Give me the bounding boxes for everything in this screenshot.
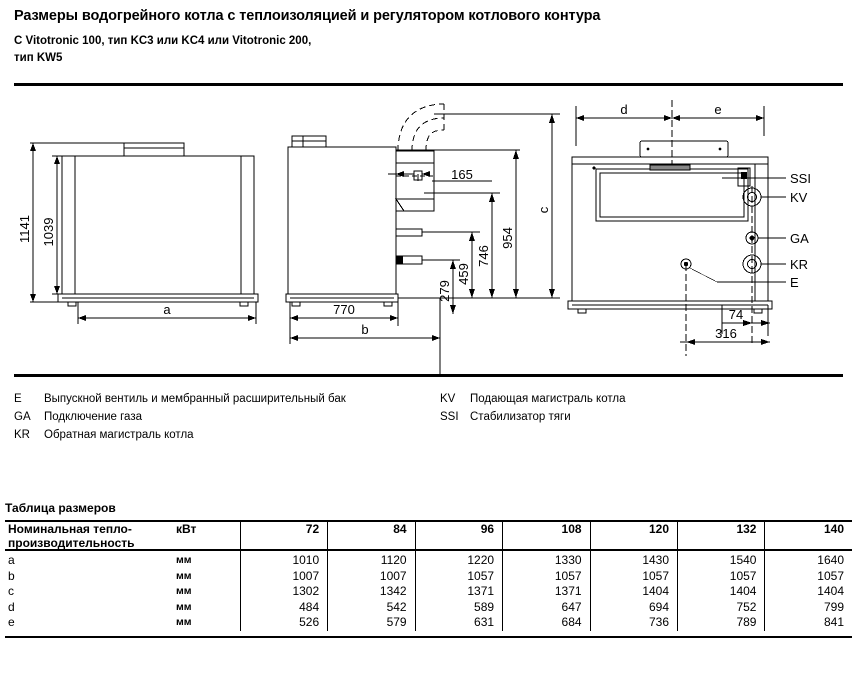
cell: 694 <box>590 600 677 616</box>
legend-column-2 <box>440 390 840 426</box>
flue-elbow-mid <box>412 118 444 151</box>
drawing-canvas <box>0 86 857 374</box>
door-outline <box>596 169 748 221</box>
legend-item <box>440 408 840 426</box>
dim-text-d: d <box>620 102 628 117</box>
cell: 526 <box>240 615 327 631</box>
dim-text-74: 74 <box>728 307 744 322</box>
cell: 1057 <box>590 569 677 585</box>
label-kv: KV <box>790 190 808 205</box>
page-subtitle-line1: C Vitotronic 100, тип KC3 или KC4 или Vitotronic 200, <box>14 35 312 47</box>
cell: 1330 <box>503 550 590 569</box>
header-col-132: 132 <box>678 522 765 550</box>
legend-key: GA <box>14 411 31 423</box>
foot-right <box>240 302 248 306</box>
table-row <box>5 584 852 600</box>
cell: 579 <box>328 615 415 631</box>
dim-text-770: 770 <box>333 302 355 317</box>
header-col-140: 140 <box>765 522 852 550</box>
cell: 1220 <box>415 550 502 569</box>
casing-front-outline <box>572 157 768 301</box>
dim-text-c: c <box>536 206 551 214</box>
cell: 1371 <box>503 584 590 600</box>
dim-text-1039: 1039 <box>41 217 56 247</box>
cell: 1404 <box>765 584 852 600</box>
table-bottom-border <box>5 636 852 638</box>
dim-text-746: 746 <box>476 245 491 267</box>
table-head <box>5 522 852 550</box>
cell: 1057 <box>415 569 502 585</box>
cell: 1120 <box>328 550 415 569</box>
table-row <box>5 550 852 569</box>
legend-value: Выпускной вентиль и мембранный расширительный бак <box>44 393 346 405</box>
row-name: e <box>8 615 15 630</box>
row-unit: мм <box>175 554 192 566</box>
cell: 1430 <box>590 550 677 569</box>
legend-item <box>14 408 434 426</box>
label-kr: KR <box>790 257 809 272</box>
cell: 1640 <box>765 550 852 569</box>
legend-key: SSI <box>440 411 459 423</box>
label-ssi: SSI <box>790 171 811 186</box>
dim-text-459: 459 <box>456 263 471 285</box>
table-body <box>5 550 852 631</box>
header-col-72: 72 <box>240 522 327 550</box>
foot-right-front <box>754 309 762 313</box>
legend-key: KV <box>440 393 456 405</box>
dim-text-954: 954 <box>500 227 515 249</box>
header-label-line2: производительность <box>8 536 135 550</box>
cell: 1540 <box>678 550 765 569</box>
drawing-divider <box>14 374 843 377</box>
row-name: d <box>8 599 15 614</box>
cell: 1057 <box>503 569 590 585</box>
label-ga: GA <box>790 231 809 246</box>
foot-left <box>68 302 76 306</box>
dim-text-a: a <box>163 302 171 317</box>
table-header-row <box>5 522 852 550</box>
cell: 542 <box>328 600 415 616</box>
dim-text-b: b <box>361 322 369 337</box>
cell: 631 <box>415 615 502 631</box>
table-row <box>5 569 852 585</box>
cell: 1007 <box>328 569 415 585</box>
cell: 841 <box>765 615 852 631</box>
dim-text-1141: 1141 <box>17 215 32 243</box>
cell: 1371 <box>415 584 502 600</box>
cell: 1010 <box>240 550 327 569</box>
row-name: c <box>8 584 14 599</box>
header-unit: кВт <box>175 522 197 536</box>
row-name: b <box>8 568 15 583</box>
page-title: Размеры водогрейного котла с теплоизоляцией и регулятором котлового контура <box>14 8 601 24</box>
header-col-96: 96 <box>415 522 502 550</box>
burner-shroud <box>396 199 434 211</box>
legend-item <box>14 426 434 444</box>
door-handle <box>650 165 690 170</box>
leader-e <box>690 268 786 282</box>
legend-value: Обратная магистраль котла <box>44 429 194 441</box>
row-name: a <box>8 553 15 567</box>
cell: 1404 <box>678 584 765 600</box>
cell: 736 <box>590 615 677 631</box>
legend-column-1 <box>14 390 434 444</box>
legend-key: E <box>14 393 22 405</box>
control-unit-outline <box>124 143 184 156</box>
row-unit: мм <box>175 600 192 613</box>
dim-text-165: 165 <box>451 167 473 182</box>
view-middle <box>286 104 560 374</box>
flue-elbow-outer <box>398 104 444 151</box>
cell: 799 <box>765 600 852 616</box>
control-panel-front <box>640 141 728 157</box>
cell: 647 <box>503 600 590 616</box>
page-subtitle <box>14 33 714 67</box>
cell: 684 <box>503 615 590 631</box>
pipe-stub-upper <box>396 229 422 236</box>
legend <box>0 390 857 450</box>
technical-drawing <box>0 86 857 374</box>
legend-value: Стабилизатор тяги <box>470 411 571 423</box>
header-col-108: 108 <box>503 522 590 550</box>
dim-text-279: 279 <box>437 280 452 302</box>
table-caption: Таблица размеров <box>5 501 116 515</box>
flue-elbow-inner <box>426 130 444 151</box>
legend-value: Подключение газа <box>44 411 142 423</box>
page-subtitle-line2: тип KW5 <box>14 52 63 64</box>
cell: 789 <box>678 615 765 631</box>
dimensions-table <box>5 522 852 631</box>
foot-right-side <box>384 302 392 306</box>
dim-text-e: e <box>714 102 722 117</box>
row-unit: мм <box>175 569 192 582</box>
cell: 1302 <box>240 584 327 600</box>
header-label <box>5 522 176 550</box>
boiler-body-outline <box>288 147 396 294</box>
label-e: E <box>790 275 799 290</box>
row-unit: мм <box>175 616 192 629</box>
cell: 1342 <box>328 584 415 600</box>
door-inner <box>600 173 744 217</box>
dim-text-316: 316 <box>715 326 737 341</box>
header-label-line1: Номинальная тепло- <box>8 522 132 536</box>
header-col-84: 84 <box>328 522 415 550</box>
legend-key: KR <box>14 429 30 441</box>
view-right <box>568 100 786 356</box>
cell: 1057 <box>678 569 765 585</box>
foot-left-side <box>292 302 300 306</box>
cell: 589 <box>415 600 502 616</box>
table-row <box>5 615 852 631</box>
legend-item <box>440 390 840 408</box>
cell: 752 <box>678 600 765 616</box>
header-col-120: 120 <box>590 522 677 550</box>
cell: 1057 <box>765 569 852 585</box>
legend-item <box>14 390 434 408</box>
view-left <box>30 143 258 324</box>
foot-left-front <box>578 309 586 313</box>
cell: 1404 <box>590 584 677 600</box>
table-row <box>5 600 852 616</box>
casing-outline <box>62 156 254 294</box>
cell: 484 <box>240 600 327 616</box>
row-unit: мм <box>175 585 192 598</box>
legend-value: Подающая магистраль котла <box>470 393 626 405</box>
cell: 1007 <box>240 569 327 585</box>
